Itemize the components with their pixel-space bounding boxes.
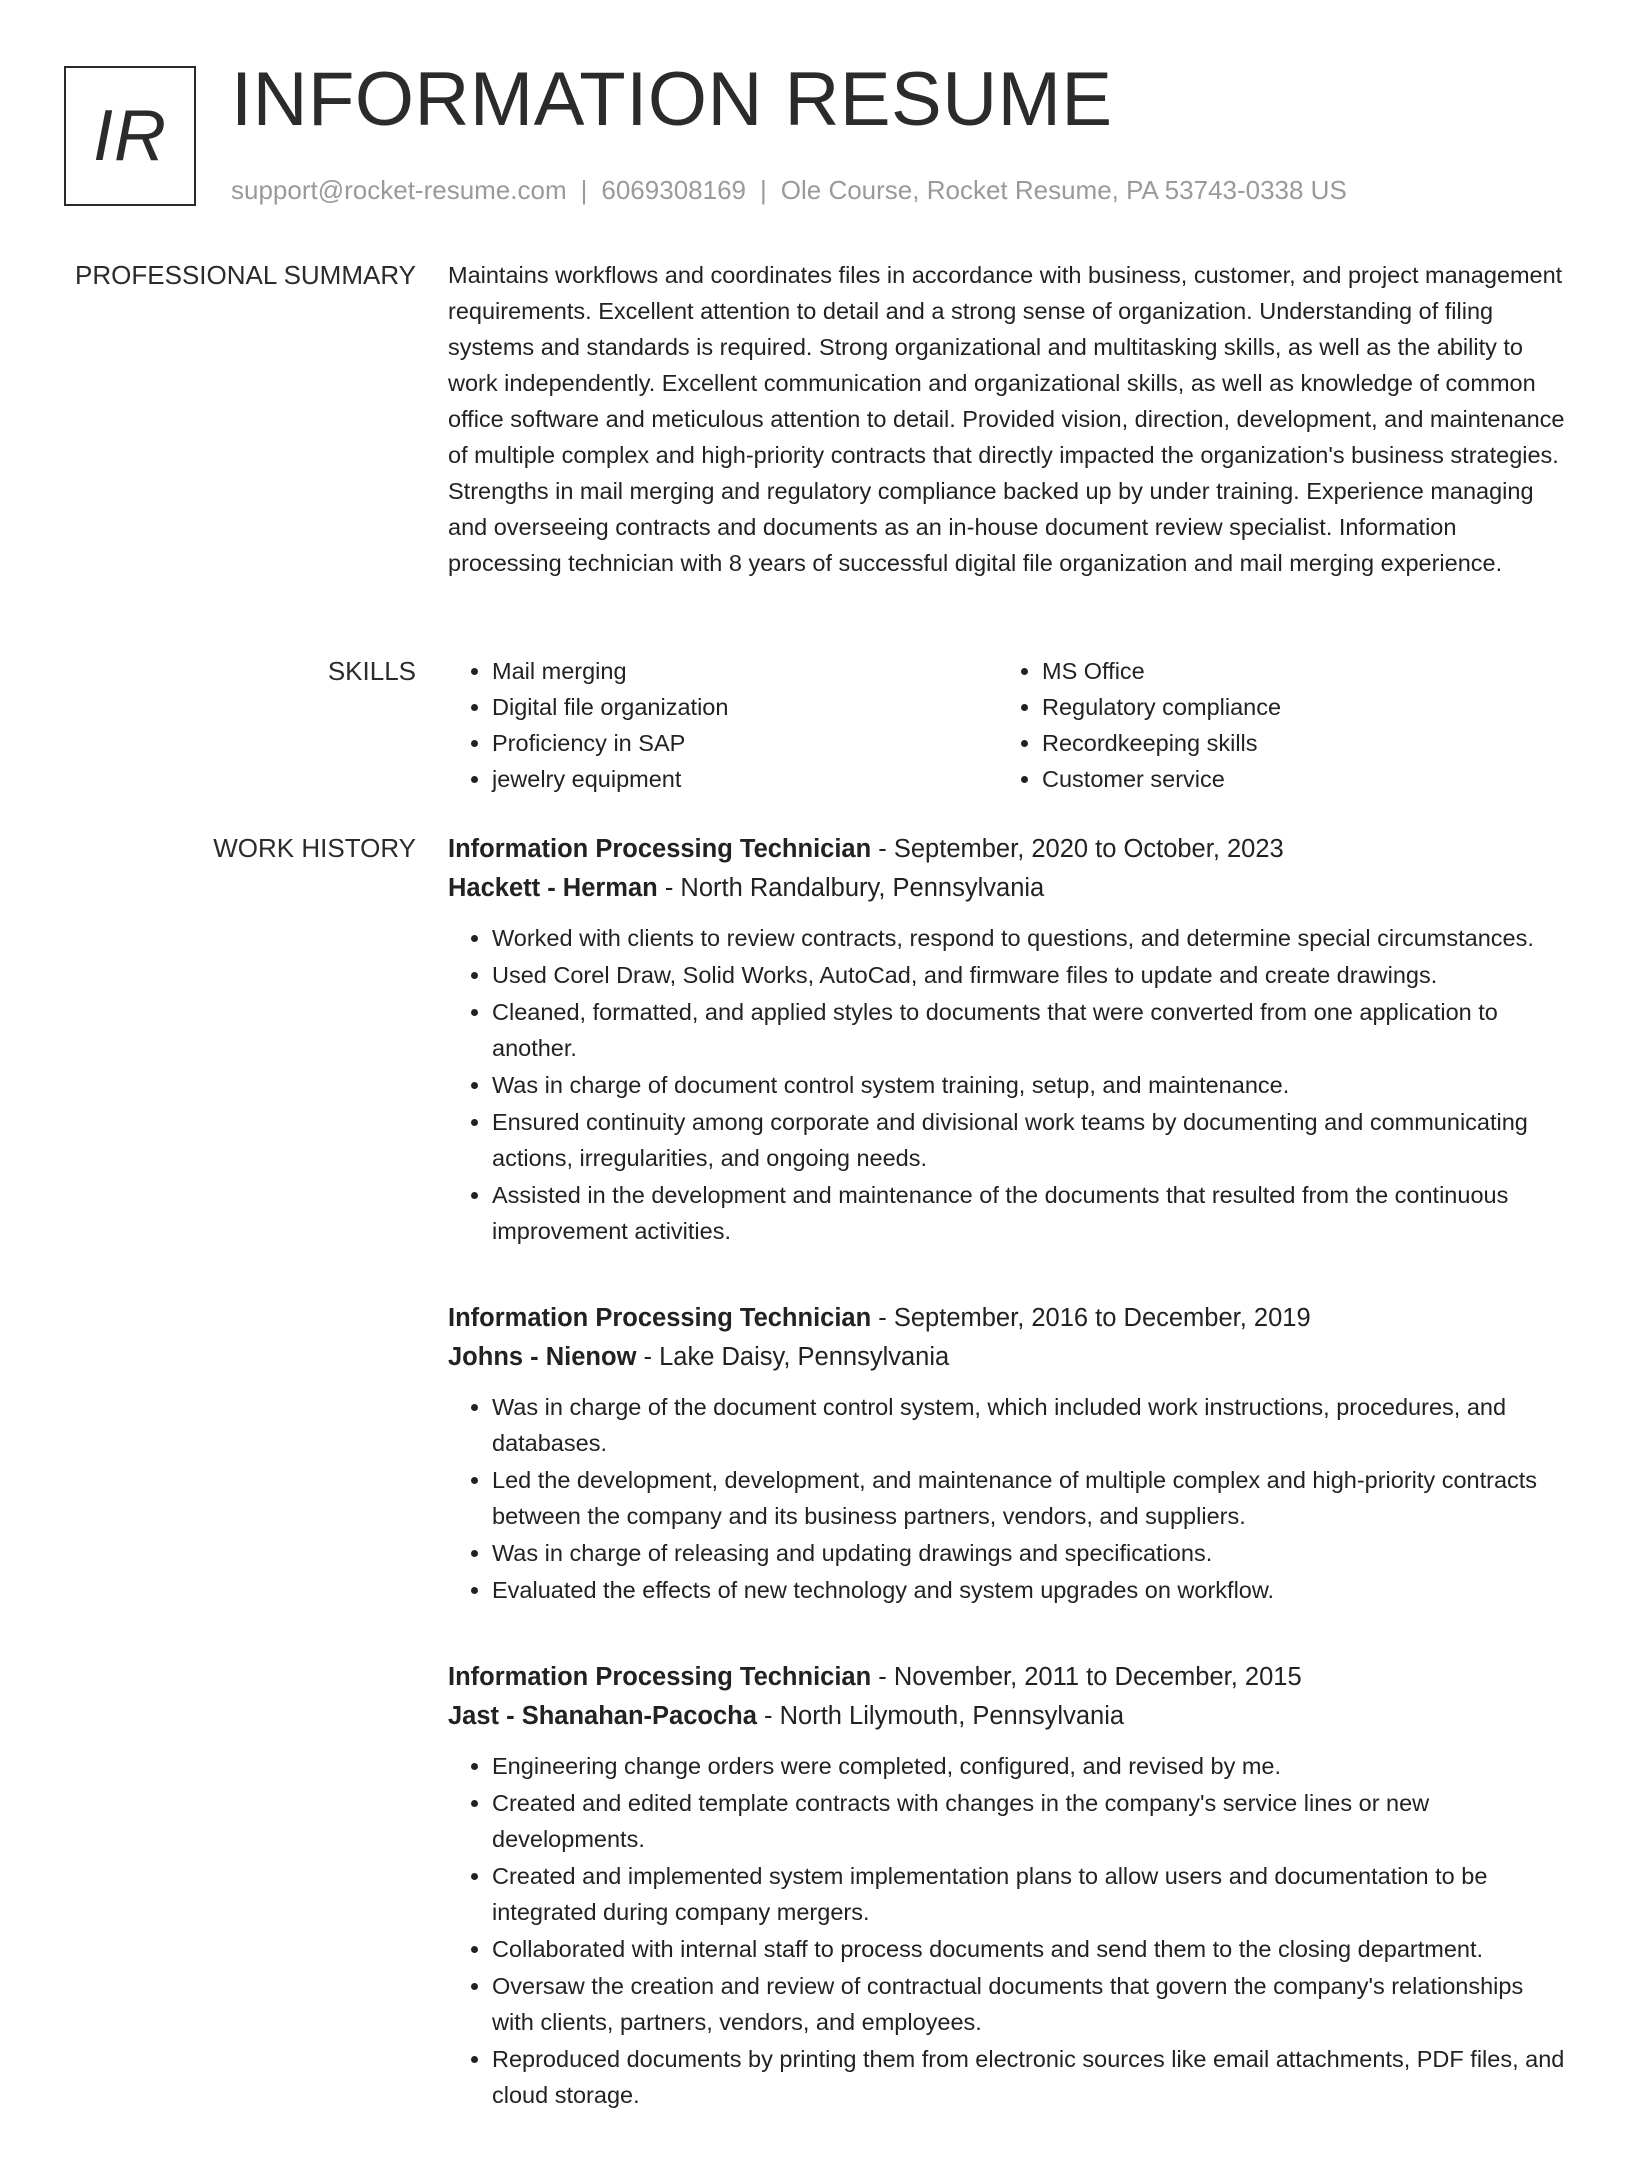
job-bullet: • Engineering change orders were completed, configured, and revised by me.: [492, 1748, 1568, 1784]
job-title-line: [448, 1299, 1568, 1338]
monogram-logo: IR: [64, 66, 196, 206]
job-bullet: • Worked with clients to review contracts, respond to questions, and determine special circumstances.: [492, 920, 1568, 956]
job-company-line: [448, 1338, 1568, 1377]
job-title-line: [448, 830, 1568, 869]
contact-email: support@rocket-resume.com: [231, 175, 567, 205]
job-company: Hackett - Herman: [448, 874, 658, 902]
skill-item: • Regulatory compliance: [1042, 689, 1548, 725]
skill-item: • MS Office: [1042, 653, 1548, 689]
job-bullet: • Evaluated the effects of new technology and system upgrades on workflow.: [492, 1572, 1568, 1608]
job-bullet: • Oversaw the creation and review of contractual documents that govern the company's relationships with clients, partners, vendors, and employees.: [492, 1968, 1568, 2040]
job-bullet: • Assisted in the development and maintenance of the documents that resulted from the continuous improvement activities.: [492, 1177, 1568, 1249]
job-bullet: • Created and implemented system implementation plans to allow users and documentation to be integrated during company mergers.: [492, 1858, 1568, 1930]
job-bullet: • Created and edited template contracts with changes in the company's service lines or new developments.: [492, 1785, 1568, 1857]
contact-line: [231, 172, 1347, 208]
job-entry: [448, 1299, 1568, 1608]
job-dates: - September, 2016 to December, 2019: [871, 1304, 1311, 1332]
job-bullet: • Ensured continuity among corporate and divisional work teams by documenting and communicating actions, irregularities, and ongoing needs.: [492, 1104, 1568, 1176]
job-bullet: • Collaborated with internal staff to process documents and send them to the closing department.: [492, 1931, 1568, 1967]
job-dates: - September, 2020 to October, 2023: [871, 835, 1284, 863]
job-title: Information Processing Technician: [448, 1304, 872, 1332]
job-bullet: • Was in charge of releasing and updating drawings and specifications.: [492, 1535, 1568, 1571]
summary-text: Maintains workflows and coordinates files in accordance with business, customer, and project management requirements. Excellent attention to detail and a strong sense of organization. Understanding of filing systems and standards is required. Strong organizational and multitasking skills, as well as the ability to work independently. Excellent communication and organizational skills, as well as knowledge of common office software and meticulous attention to detail. Provided vision, direction, development, and maintenance of multiple complex and high-priority contracts that directly impacted the organization's business strategies. Strengths in mail merging and regulatory compliance backed up by under training. Experience managing and overseeing contracts and documents as an in-house document review specialist. Information processing technician with 8 years of successful digital file organization and mail merging experience.: [448, 262, 1565, 576]
job-dates: - November, 2011 to December, 2015: [871, 1663, 1302, 1691]
skills-column-left: [448, 653, 998, 797]
job-bullet: • Led the development, development, and maintenance of multiple complex and high-priority contracts between the company and its business partners, vendors, and suppliers.: [492, 1462, 1568, 1534]
job-bullets: [448, 1389, 1568, 1608]
contact-address: Ole Course, Rocket Resume, PA 53743-0338 US: [780, 175, 1347, 205]
job-bullet: • Used Corel Draw, Solid Works, AutoCad, and firmware files to update and create drawings.: [492, 957, 1568, 993]
skills-column-right: [998, 653, 1548, 797]
skill-item: • Digital file organization: [492, 689, 998, 725]
contact-phone: 6069308169: [601, 175, 746, 205]
skill-item: • Proficiency in SAP: [492, 725, 998, 761]
job-bullets: [448, 920, 1568, 1249]
job-company-line: [448, 869, 1568, 908]
job-bullet: • Was in charge of the document control system, which included work instructions, procedures, and databases.: [492, 1389, 1568, 1461]
summary-heading: PROFESSIONAL SUMMARY: [75, 260, 416, 290]
job-title: Information Processing Technician: [448, 1663, 872, 1691]
job-location: - North Lilymouth, Pennsylvania: [756, 1702, 1125, 1730]
skills-heading: SKILLS: [327, 656, 416, 686]
skill-item: • Customer service: [1042, 761, 1548, 797]
skill-item: • Recordkeeping skills: [1042, 725, 1548, 761]
work-history-list: [448, 830, 1568, 2163]
job-title-line: [448, 1658, 1568, 1697]
skill-item: • Mail merging: [492, 653, 998, 689]
job-entry: [448, 830, 1568, 1249]
job-bullet: • Cleaned, formatted, and applied styles to documents that were converted from one application to another.: [492, 994, 1568, 1066]
job-company: Jast - Shanahan-Pacocha: [448, 1702, 757, 1730]
job-bullet: • Reproduced documents by printing them from electronic sources like email attachments, PDF files, and cloud storage.: [492, 2041, 1568, 2113]
job-company: Johns - Nienow: [448, 1343, 637, 1371]
skills-list: [448, 653, 1568, 797]
job-bullets: [448, 1748, 1568, 2113]
job-bullet: • Was in charge of document control system training, setup, and maintenance.: [492, 1067, 1568, 1103]
skill-item: • jewelry equipment: [492, 761, 998, 797]
job-title: Information Processing Technician: [448, 835, 872, 863]
job-location: - Lake Daisy, Pennsylvania: [636, 1343, 950, 1371]
contact-separator: |: [760, 175, 767, 205]
job-company-line: [448, 1697, 1568, 1736]
contact-separator: |: [580, 175, 588, 205]
job-entry: [448, 1658, 1568, 2113]
candidate-name: INFORMATION RESUME: [231, 57, 1113, 142]
work-history-heading: WORK HISTORY: [213, 833, 416, 863]
job-location: - North Randalbury, Pennsylvania: [657, 874, 1045, 902]
